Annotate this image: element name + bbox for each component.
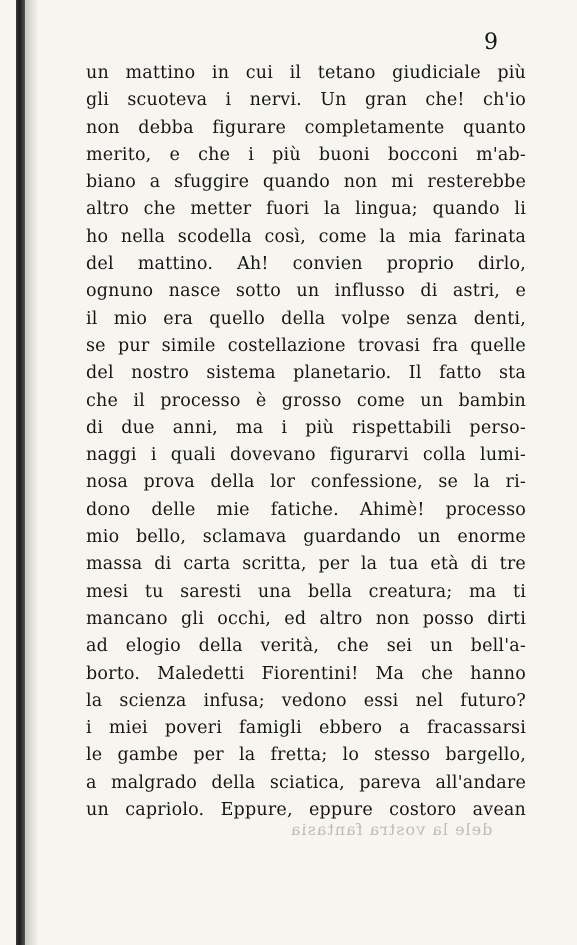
text-line: ho nella scodella così, come la mia farinata [86, 226, 526, 247]
text-line: che il processo è grosso come un bambin [86, 390, 526, 411]
text-line: merito, e che i più buoni bocconi m'ab- [86, 144, 526, 165]
text-line: non debba figurare completamente quanto [86, 117, 526, 138]
text-line: mio bello, sclamava guardando un enorme [86, 527, 526, 548]
text-line: a malgrado della sciatica, pareva all'andare [86, 772, 526, 793]
text-line: dono delle mie fatiche. Ahimè! processo [86, 499, 526, 520]
body-text [86, 60, 526, 824]
text-line: massa di carta scritta, per la tua età di tre [86, 554, 526, 575]
text-line: naggi i quali dovevano figurarvi colla lumi- [86, 445, 526, 466]
text-line: gli scuoteva i nervi. Un gran che! ch'io [86, 90, 526, 111]
bleed-through-text: dele la vostra fantasia [290, 820, 493, 839]
text-line: borto. Maledetti Fiorentini! Ma che hanno [86, 663, 526, 684]
text-line: mesi tu saresti una bella creatura; ma ti [86, 581, 526, 602]
text-line: ognuno nasce sotto un influsso di astri, e [86, 281, 526, 302]
text-line: di due anni, ma i più rispettabili perso- [86, 417, 526, 438]
book-spine [16, 0, 25, 945]
text-line: altro che metter fuori la lingua; quando li [86, 199, 526, 220]
text-line: biano a sfuggire quando non mi resterebbe [86, 172, 526, 193]
text-line: del mattino. Ah! convien proprio dirlo, [86, 254, 526, 275]
spine-shadow [25, 0, 39, 945]
text-line: un mattino in cui il tetano giudiciale più [86, 63, 526, 83]
text-line: del nostro sistema planetario. Il fatto sta [86, 363, 526, 384]
text-line: nosa prova della lor confessione, se la ri- [86, 472, 526, 493]
text-line: il mio era quello della volpe senza denti, [86, 308, 526, 329]
text-line: mancano gli occhi, ed altro non posso dirti [86, 608, 526, 629]
text-line: ad elogio della verità, che sei un bell'a- [86, 636, 526, 657]
text-line: le gambe per la fretta; lo stesso bargello, [86, 745, 526, 766]
text-line: la scienza infusa; vedono essi nel futuro? [86, 690, 526, 711]
text-line: se pur simile costellazione trovasi fra quelle [86, 335, 526, 356]
page-number: 9 [484, 30, 498, 55]
text-line: i miei poveri famigli ebbero a fracassarsi [86, 718, 526, 739]
text-line: un capriolo. Eppure, eppure costoro avean [86, 800, 526, 821]
